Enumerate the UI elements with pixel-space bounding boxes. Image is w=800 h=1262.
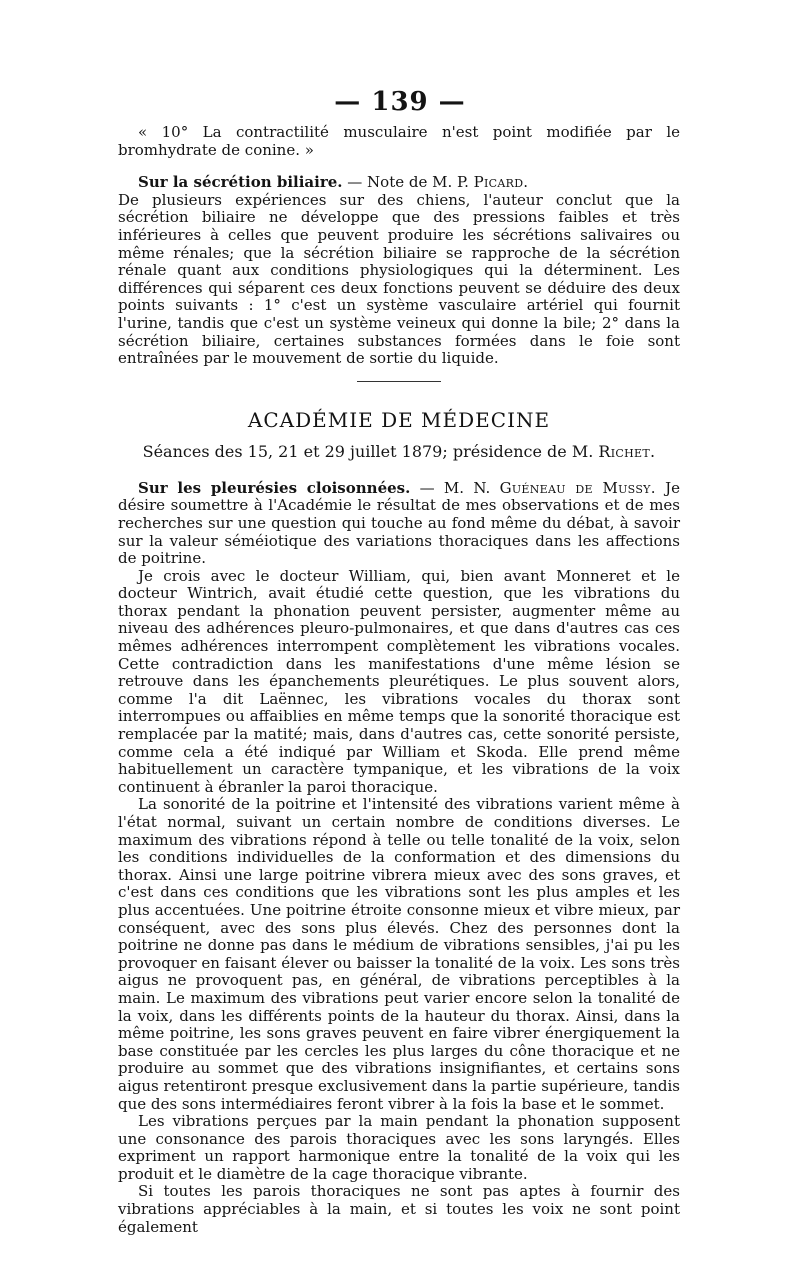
pleurisy-author: Guéneau de Mussy. [499,478,656,497]
pleurisy-paragraph: Je crois avec le docteur William, qui, bien avant Monneret et le docteur Wintrich, avait étudié cette question, que les vibrations du thorax pendant la phonation peuvent persister, augmenter même au niveau des adhérences pleuro-pulmonaires, et que dans d'autres cas ces mêmes adhérences interrompent complètement les vibrations vocales. Cette contradiction dans les manifestations d'une même lésion se retrouve dans les épanchements pleurétiques. Le plus souvent alors, comme l'a dit Laënnec, les vibrations vocales du thorax sont interrompues ou affaiblies en même temps que la sonorité thoracique est remplacée par la matité; mais, dans d'autres cas, cette sonorité persiste, comme cela a été indiqué par William et Skoda. Elle prend même habituellement un caractère tympanique, et les vibrations de la voix continuent à ébranler la paroi thoracique. [118,566,680,796]
academy-president: Richet. [598,441,656,461]
pleurisy-author-prefix: M. N. [443,478,500,497]
main-text-column [118,124,680,1236]
biliary-author: Picard. [473,173,529,192]
biliary-section-title: Sur la sécrétion biliaire. [138,173,343,192]
biliary-note-prefix: Note de M. P. [367,173,474,192]
academy-title: ACADÉMIE DE MÉDECINE [247,407,551,432]
academy-session-prefix: Séances des 15, 21 et 29 juillet 1879; présidence de M. [142,441,599,461]
section-spacer [118,159,680,174]
biliary-paragraph: De plusieurs expériences sur des chiens, l'auteur conclut que la sécrétion biliaire ne développe que des pressions faibles et très inférieures à celles que peuvent produire les sécrétions salivaires ou même rénales; que la sécrétion biliaire se rapproche de la sécrétion rénale quant aux conditions physiologiques qui la déterminent. Les différences qui séparent ces deux fonctions peuvent se déduire des deux points suivants : 1° c'est un système vasculaire artériel qui fournit l'urine, tandis que c'est un système veineux qui donne la bile; 2° dans la sécrétion biliaire, certaines substances formées dans le foie sont entraînées par le mouvement de sortie du liquide. [118,190,680,368]
pleurisy-section-title: Sur les pleurésies cloisonnées. [138,478,411,497]
quote-paragraph: « 10° La contractilité musculaire n'est point modifiée par le bromhydrate de conine. » [118,123,680,159]
pleurisy-paragraph: Si toutes les parois thoraciques ne sont pas aptes à fournir des vibrations appréciables à la main, et si toutes les voix ne sont point également [118,1182,680,1236]
biliary-dash: — [342,173,368,192]
pleurisy-intro-paragraph [118,480,680,568]
pleurisy-paragraph: Les vibrations perçues par la main pendant la phonation supposent une consonance des parois thoraciques avec les sons laryngés. Elles expriment un rapport harmonique entre la tonalité de la voix qui les produit et le diamètre de la cage thoracique vibrante. [118,1112,680,1183]
pleurisy-dash: — [410,478,444,497]
academy-session-line [118,442,680,462]
page-number: — 139 — [334,87,466,117]
pleurisy-intro-text: Je désire soumettre à l'Académie le résultat de mes observations et de mes recherches sur une question qui touche au fond même du débat, à savoir sur la valeur séméiotique des variations thoraciques dans les affections de poitrine. [118,478,680,568]
section-divider [357,381,441,382]
biliary-heading-line [118,174,680,192]
pleurisy-paragraph: La sonorité de la poitrine et l'intensité des vibrations varient même à l'état normal, suivant un certain nombre de conditions diverses. Le maximum des vibrations répond à telle ou telle tonalité de la voix, selon les conditions individuelles de la conformation et des dimensions du thorax. Ainsi une large poitrine vibrera mieux avec des sons graves, et c'est dans ces conditions que les vibrations sont les plus amples et les plus accentuées. Une poitrine étroite consonne mieux et vibre mieux, par conséquent, avec des sons plus élevés. Chez des personnes dont la poitrine ne donne pas dans le médium de vibrations sensibles, j'ai pu les provoquer en faisant élever ou baisser la tonalité de la voix. Les sons très aigus ne provoquent pas, en général, de vibrations perceptibles à la main. Le maximum des vibrations peut varier encore selon la tonalité de la voix, dans les différents points de la hauteur du thorax. Ainsi, dans la même poitrine, les sons graves peuvent en faire vibrer énergiquement la base constituée par les cercles les plus larges du cône thoracique et ne produire au sommet que des vibrations insignifiantes, et certains sons aigus retentiront presque exclusivement dans la partie supérieure, tandis que des sons intermédiaires feront vibrer à la fois la base et le sommet. [118,795,680,1113]
